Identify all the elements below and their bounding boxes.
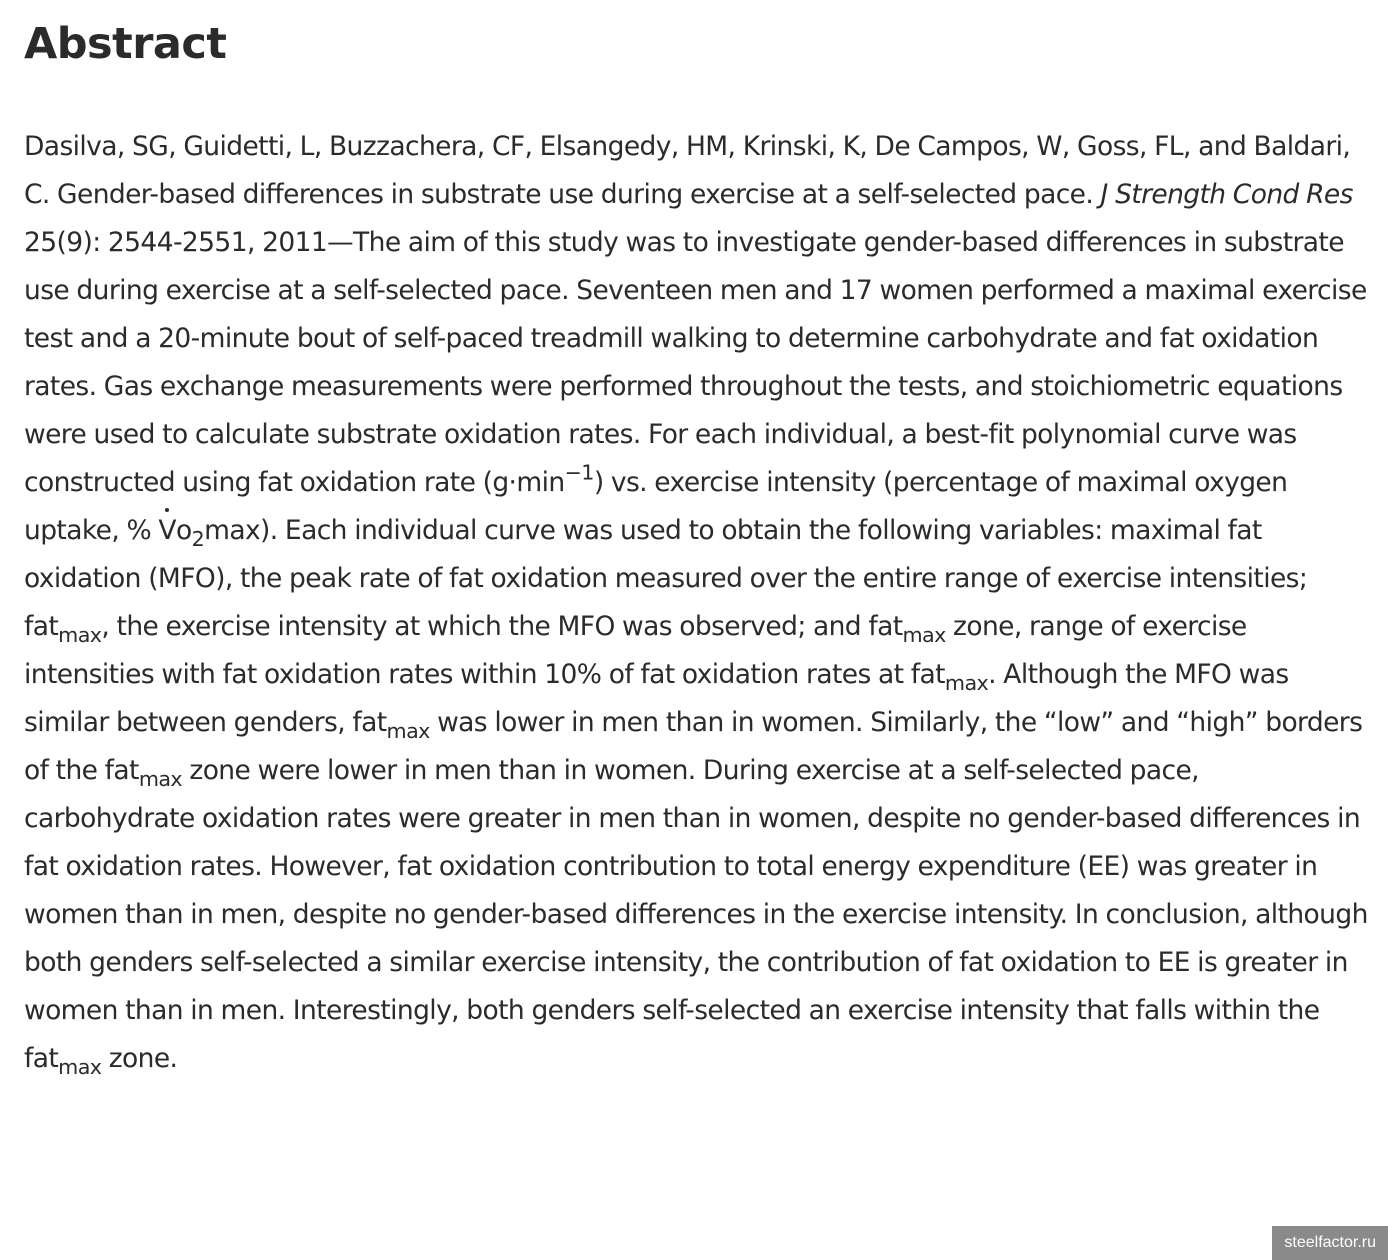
subscript: max [386, 719, 430, 744]
subscript: max [902, 623, 946, 648]
watermark-label: steelfactor.ru [1272, 1226, 1388, 1260]
citation-authors-title: Dasilva, SG, Guidetti, L, Buzzachera, CF, Elsangedy, HM, Krinski, K, De Campos, W, Goss, FL, and Baldari, C. Gender-based differences in substrate use during exercise at a self-selected pace. [24, 131, 1351, 210]
v-dot-symbol: V [158, 507, 176, 555]
document-page [24, 0, 1374, 1083]
subscript: max [58, 623, 102, 648]
journal-name: J Strength Cond Res [1100, 179, 1353, 210]
section-heading: Abstract [24, 19, 227, 69]
abstract-text: ) vs. exercise intensity (percentage of maximal oxygen uptake, % [24, 467, 1288, 546]
abstract-text: zone, range of exercise intensities with fat oxidation rates within 10% of fat oxidation rates at fat [24, 611, 1247, 690]
subscript: max [138, 767, 183, 792]
abstract-text: . Although the MFO was similar between genders, fat [24, 659, 1289, 738]
superscript: −1 [564, 460, 594, 485]
citation-volume: 25(9): 2544-2551, 2011 [24, 227, 328, 258]
subscript: max [944, 671, 989, 696]
abstract-text: was lower in men than in women. Similarly, the “low” and “high” borders of the fat [24, 707, 1363, 786]
subscript: 2 [191, 527, 205, 552]
abstract-text: o [175, 515, 192, 546]
abstract-text: , the exercise intensity at which the MFO was observed; and fat [101, 611, 903, 642]
abstract-text: zone. [101, 1043, 178, 1074]
subscript: max [58, 1055, 102, 1080]
abstract-text: max). Each individual curve was used to obtain the following variables: maximal fat oxidation (MFO), the peak rate of fat oxidation measured over the entire range of exercise intensities; fat [24, 515, 1308, 642]
abstract-paragraph [24, 123, 1374, 1083]
abstract-text: —The aim of this study was to investigate gender-based differences in substrate use during exercise at a self-selected pace. Seventeen men and 17 women performed a maximal exercise test and a 20-minute bout of self-paced treadmill walking to determine carbohydrate and fat oxidation rates. Gas exchange measurements were performed throughout the tests, and stoichiometric equations were used to calculate substrate oxidation rates. For each individual, a best-fit polynomial curve was constructed using fat oxidation rate (g·min [24, 227, 1367, 498]
abstract-text: zone were lower in men than in women. During exercise at a self-selected pace, carbohydrate oxidation rates were greater in men than in women, despite no gender-based differences in fat oxidation rates. However, fat oxidation contribution to total energy expenditure (EE) was greater in women than in men, despite no gender-based differences in the exercise intensity. In conclusion, although both genders self-selected a similar exercise intensity, the contribution of fat oxidation to EE is greater in women than in men. Interestingly, both genders self-selected an exercise intensity that falls within the fat [24, 755, 1368, 1074]
